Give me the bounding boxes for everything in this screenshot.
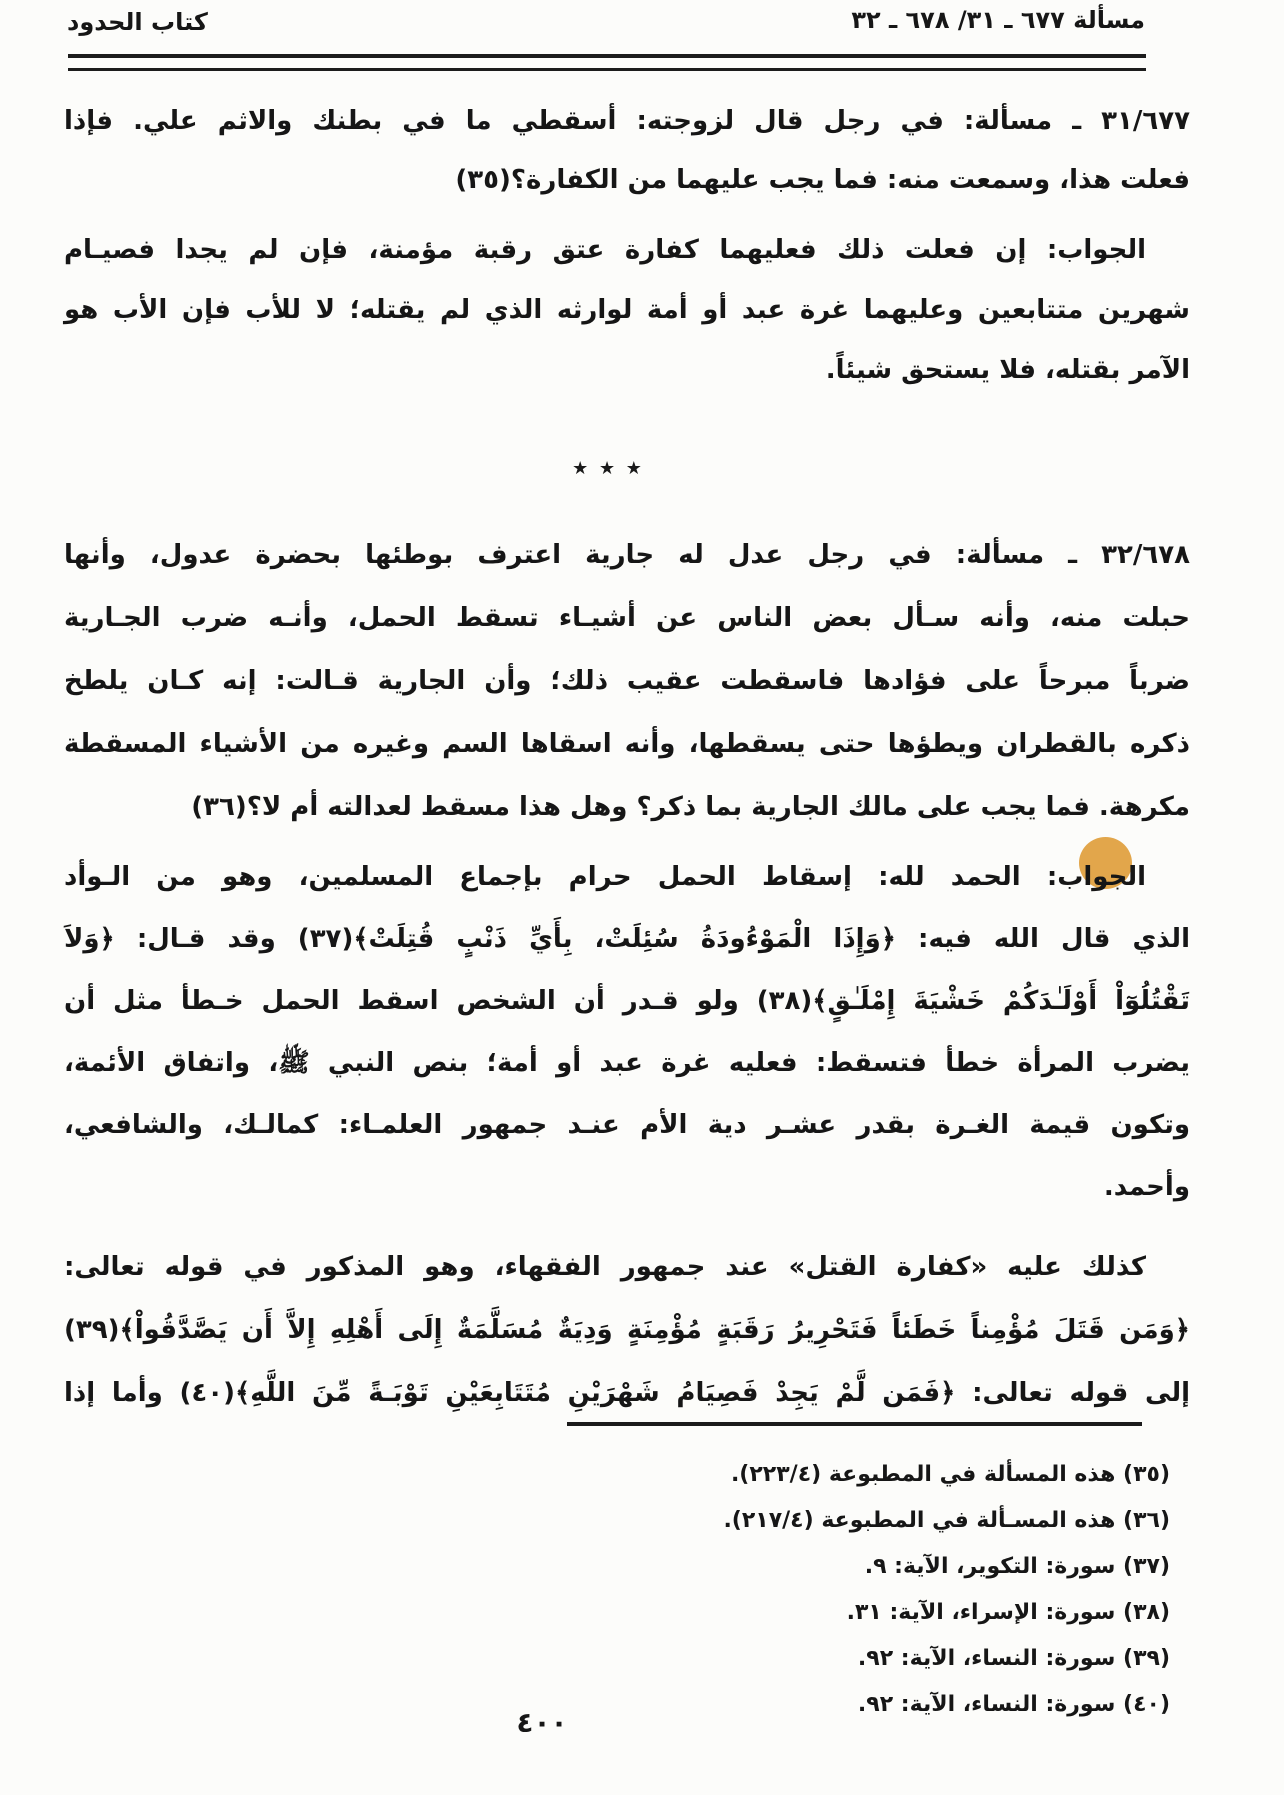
text-line: وأحمد.	[1103, 1172, 1190, 1202]
footnote: (٣٥) هذه المسألة في المطبوعة (٢٢٣/٤).	[730, 1462, 1170, 1487]
text-line: ٣٢/٦٧٨ ـ مسألة: في رجل عدل له جارية اعترف بوطئها بحضرة عدول، وأنها	[64, 540, 1190, 570]
text-line: شهرين متتابعين وعليهما غرة عبد أو أمة لوارثه الذي لم يقتله؛ لا للأب فإن الأب هو	[64, 295, 1190, 325]
quran-verse-line: تَقْتُلُوٓاْ أَوْلَـٰدَكُمْ خَشْيَةَ إِمْلَـٰقٍ﴾(٣٨) ولو قـدر أن الشخص اسقط الحمل خـطأ مثل أن	[64, 986, 1190, 1016]
text-line: فعلت هذا، وسمعت منه: فما يجب عليهما من الكفارة؟(٣٥)	[455, 165, 1190, 195]
footnote-rule	[567, 1422, 1142, 1426]
question-677-paragraph	[64, 92, 1190, 210]
text-line: كذلك عليه «كفارة القتل» عند جمهور الفقهاء، وهو المذكور في قوله تعالى:	[64, 1252, 1146, 1282]
text-line: الآمر بقتله، فلا يستحق شيئاً.	[825, 355, 1190, 385]
footnote: (٤٠) سورة: النساء، الآية: ٩٢.	[857, 1692, 1170, 1717]
quran-verse-line: الذي قال الله فيه: ﴿وَإِذَا الْمَوْءُودَةُ سُئِلَتْ، بِأَيِّ ذَنْبٍ قُتِلَتْ﴾(٣٧) وقد قـال: ﴿وَلاَ	[64, 924, 1190, 954]
footnote: (٣٩) سورة: النساء، الآية: ٩٢.	[857, 1646, 1170, 1671]
text-line: ذكره بالقطران ويطؤها حتى يسقطها، وأنه اسقاها السم وغيره من الأشياء المسقطة	[64, 729, 1190, 759]
text-line: ٣١/٦٧٧ ـ مسألة: في رجل قال لزوجته: أسقطي ما في بطنك والاثم علي. فإذا	[64, 106, 1190, 136]
footnotes	[100, 1452, 1170, 1728]
footnote: (٣٨) سورة: الإسراء، الآية: ٣١.	[846, 1600, 1170, 1625]
footnote: (٣٧) سورة: التكوير، الآية: ٩.	[864, 1554, 1170, 1579]
text-line: الجواب: الحمد لله: إسقاط الحمل حرام بإجماع المسلمين، وهو من الـوأد	[64, 862, 1146, 892]
text-line: يضرب المرأة خطأ فتسقط: فعليه غرة عبد أو أمة؛ بنص النبي ﷺ، واتفاق الأئمة،	[64, 1048, 1190, 1078]
text-line: الجواب: إن فعلت ذلك فعليهما كفارة عتق رقبة مؤمنة، فإن لم يجدا فصيـام	[64, 235, 1146, 265]
section-separator: ٭ ٭ ٭	[572, 450, 642, 485]
answer-677-paragraph	[64, 220, 1190, 400]
answer-678-paragraph	[64, 846, 1190, 1218]
text-line: ضرباً مبرحاً على فؤادها فاسقطت عقيب ذلك؛ وأن الجارية قـالت: إنه كـان يلطخ	[64, 666, 1190, 696]
text-line: وتكون قيمة الغـرة بقدر عشـر دية الأم عنـد جمهور العلمـاء: كمالـك، والشافعي،	[64, 1110, 1190, 1140]
page-number: ٤٠٠	[516, 1706, 568, 1739]
header-book-title: كتاب الحدود	[67, 8, 208, 36]
text-line: حبلت منه، وأنه سـأل بعض الناس عن أشيـاء تسقط الحمل، وأنـه ضرب الجـارية	[64, 603, 1190, 633]
footnote: (٣٦) هذه المسـألة في المطبوعة (٢١٧/٤).	[723, 1508, 1170, 1533]
header-issue-range: مسألة ٦٧٧ ـ ٣١/ ٦٧٨ ـ ٣٢	[851, 6, 1145, 34]
question-678-paragraph	[64, 524, 1190, 839]
header-double-rule	[68, 54, 1146, 71]
text-line: مكرهة. فما يجب على مالك الجارية بما ذكر؟ وهل هذا مسقط لعدالته أم لا؟(٣٦)	[191, 792, 1190, 822]
quran-verse-line: ﴿وَمَن قَتَلَ مُؤْمِناً خَطَئاً فَتَحْرِيرُ رَقَبَةٍ مُؤْمِنَةٍ وَدِيَةٌ مُسَلَّمَةٌ إِلَى أَهْلِهِ إِلاَّ أَن يَصَّدَّقُواْ﴾(٣٩)	[64, 1315, 1190, 1345]
quran-verse-line: إلى قوله تعالى: ﴿فَمَن لَّمْ يَجِدْ فَصِيَامُ شَهْرَيْنِ مُتَتَابِعَيْنِ تَوْبَـةً مِّنَ اللَّهِ﴾(٤٠) وأما إذا	[64, 1378, 1191, 1408]
closing-paragraph	[64, 1236, 1190, 1425]
